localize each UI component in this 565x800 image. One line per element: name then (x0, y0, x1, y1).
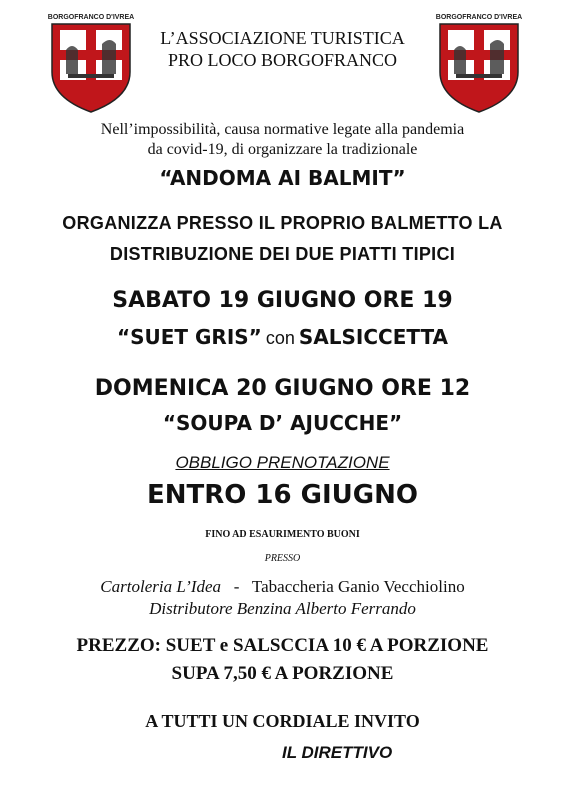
domenica-date: DOMENICA 20 GIUGNO ORE 12 (94, 376, 471, 401)
places-line-1 (0, 577, 565, 597)
presso-label: PRESSO (264, 553, 301, 564)
sabato-menu (0, 325, 565, 349)
sabato-con: con (265, 328, 295, 348)
intro-line-1: Nell’impossibilità, causa normative legate alla pandemia (100, 121, 465, 138)
places-separator: - (233, 577, 240, 596)
logo-caption: BORGOFRANCO D'IVREA (435, 14, 523, 21)
closing-invite: A TUTTI UN CORDIALE INVITO (145, 711, 420, 731)
logo-footer: PRO LOCO (465, 100, 493, 106)
logo-footer: PRO LOCO (77, 100, 105, 106)
header-line-2: PRO LOCO BORGOFRANCO (167, 50, 398, 70)
sabato-dish: “SUET GRIS” (116, 325, 262, 349)
organizza-line-1: ORGANIZZA PRESSO IL PROPRIO BALMETTO LA (62, 213, 503, 233)
cartoleria-name: Cartoleria L’Idea (100, 577, 222, 596)
fino-esaurimento: FINO AD ESAURIMENTO BUONI (205, 529, 360, 540)
sabato-side: SALSICCETTA (298, 325, 449, 349)
price-line-1: PREZZO: SUET e SALSCCIA 10 € A PORZIONE (76, 635, 489, 656)
places-line-2: Distributore Benzina Alberto Ferrando (149, 599, 416, 618)
entro-deadline: ENTRO 16 GIUGNO (147, 480, 418, 510)
tabaccheria-name: Tabaccheria Ganio Vecchiolino (251, 577, 465, 596)
domenica-dish: “SOUPA D’ AJUCCHE” (162, 411, 403, 435)
obbligo-prenotazione: OBBLIGO PRENOTAZIONE (175, 453, 390, 472)
sabato-date: SABATO 19 GIUGNO ORE 19 (112, 288, 453, 313)
intro-line-2: da covid-19, di organizzare la tradizionale (147, 141, 418, 158)
header-line-1: L’ASSOCIAZIONE TURISTICA (160, 28, 405, 48)
logo-caption: BORGOFRANCO D'IVREA (47, 14, 135, 21)
event-title: “ANDOMA AI BALMIT” (159, 166, 406, 190)
organizza-line-2: DISTRIBUZIONE DEI DUE PIATTI TIPICI (109, 244, 456, 264)
signature: IL DIRETTIVO (282, 743, 393, 762)
price-line-2: SUPA 7,50 € A PORZIONE (171, 663, 394, 684)
